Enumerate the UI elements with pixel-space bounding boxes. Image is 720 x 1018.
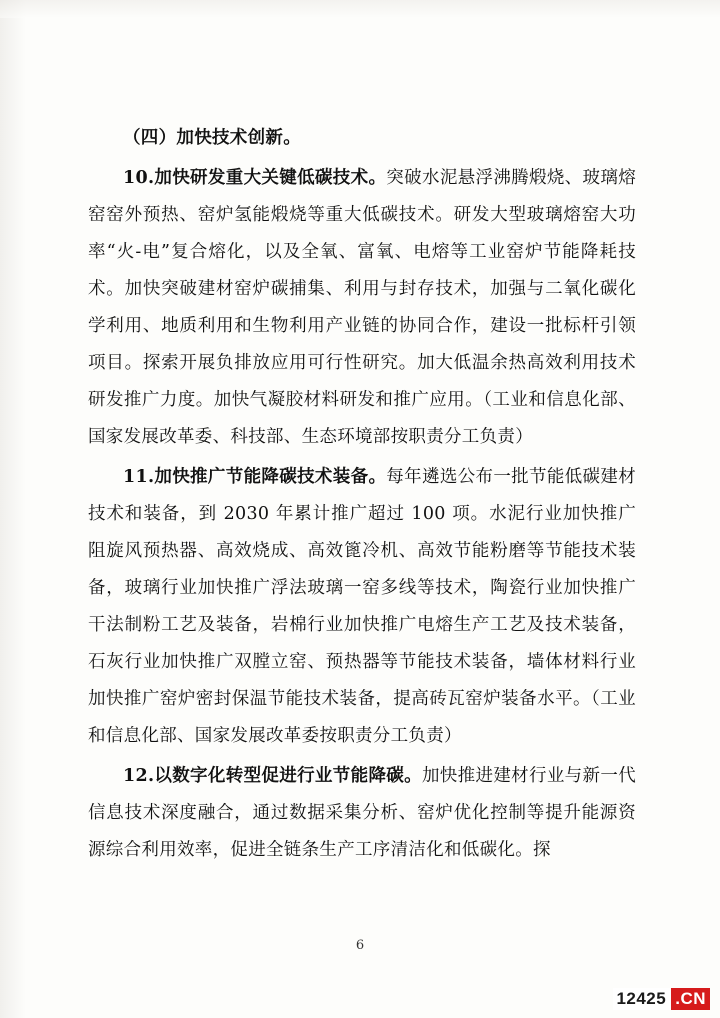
page-edge-shadow-top — [0, 0, 720, 18]
item-12-text: 加快推进建材行业与新一代信息技术深度融合，通过数据采集分析、窑炉优化控制等提升能源资源综合利用效率，促进全链条生产工序清洁化和低碳化。探 — [88, 766, 636, 860]
item-12-lead: 12.以数字化转型促进行业节能降碳。 — [123, 766, 422, 786]
paragraph-item-11 — [88, 459, 636, 755]
page-number: 6 — [355, 938, 365, 953]
section-heading: （四）加快技术创新。 — [123, 128, 301, 148]
watermark-number: 12425 — [613, 988, 670, 1010]
paragraph-item-12 — [88, 758, 636, 869]
watermark-domain: .CN — [671, 988, 710, 1010]
item-10-lead: 10.加快研发重大关键低碳技术。 — [123, 168, 387, 188]
item-11-text: 每年遴选公布一批节能低碳建材技术和装备，到 2030 年累计推广超过 100 项。水泥行业加快推广阻旋风预热器、高效烧成、高效篦冷机、高效节能粉磨等节能技术装备，玻璃行业加快推广浮法玻璃一窑多线等技术，陶瓷行业加快推广干法制粉工艺及装备，岩棉行业加快推广电熔生产工艺及技术装备，石灰行业加快推广双膛立窑、预热器等节能技术装备，墙体材料行业加快推广窑炉密封保温节能技术装备，提高砖瓦窑炉装备水平。（工业和信息化部、国家发展改革委按职责分工负责） — [88, 467, 636, 746]
page-edge-shadow-left — [0, 0, 26, 1018]
item-11-lead: 11.加快推广节能降碳技术装备。 — [123, 467, 387, 487]
item-10-text: 突破水泥悬浮沸腾煅烧、玻璃熔窑窑外预热、窑炉氢能煅烧等重大低碳技术。研发大型玻璃熔窑大功率“火-电”复合熔化，以及全氧、富氧、电熔等工业窑炉节能降耗技术。加快突破建材窑炉碳捕集、利用与封存技术，加强与二氧化碳化学利用、地质利用和生物利用产业链的协同合作，建设一批标杆引领项目。探索开展负排放应用可行性研究。加大低温余热高效利用技术研发推广力度。加快气凝胶材料研发和推广应用。（工业和信息化部、国家发展改革委、科技部、生态环境部按职责分工负责） — [88, 168, 636, 447]
document-body — [88, 120, 636, 872]
paragraph-item-10 — [88, 160, 636, 456]
watermark — [613, 988, 710, 1010]
